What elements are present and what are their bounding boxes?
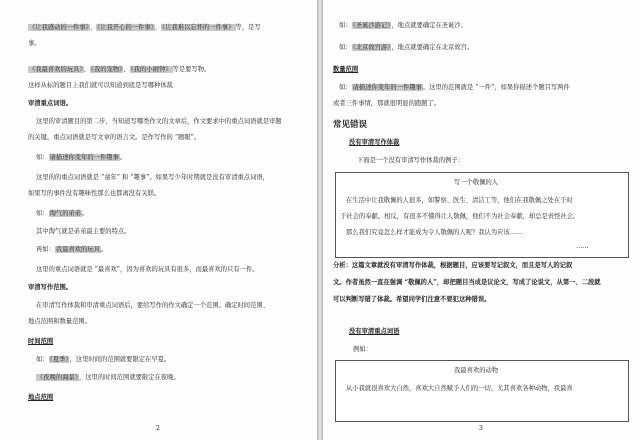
text-run: 再如：	[36, 246, 55, 253]
text-line	[333, 100, 440, 108]
text-line	[36, 174, 269, 182]
text-run: 文。作者虽然一直在强调 “敬佩的人”，却把题目当成是议论文，写成了论说文，从第一、二段就	[333, 279, 601, 286]
highlighted-phrase: 请描述你变年的一件趣事	[49, 154, 119, 161]
highlighted-phrase: 请描述你变年的一件趣事	[352, 84, 422, 91]
text-run: 事。	[28, 40, 41, 47]
text-line	[36, 266, 259, 274]
text-line	[36, 210, 88, 218]
text-run: 这里的的重点词语就是 “童年” 和 “趣事”。如果写少年时期就是没有审清重点词语，	[36, 174, 269, 181]
highlighted-phrase: 《让我开心的一件事》	[97, 24, 154, 31]
text-line	[333, 296, 490, 304]
highlighted-phrase: 《我的宠物》	[90, 66, 123, 73]
highlighted-phrase: 《让我感动的一件事》	[29, 24, 89, 31]
text-run: 其中淘气就是弟弟最主要的特点。	[36, 228, 131, 235]
text-run: 。	[119, 154, 127, 161]
text-run: 这样从标的题目上我们就可以知道到底是写哪种体裁	[28, 82, 173, 89]
example-line: 从小我就很喜欢大自然，喜欢大自然赋予人们的一切，尤其喜欢各种动物，我最喜	[346, 385, 573, 392]
subheading: 数量范围	[333, 66, 359, 73]
text-line	[36, 228, 130, 236]
text-line	[28, 40, 41, 48]
text-run: 等，是写	[235, 24, 261, 31]
text-line	[36, 246, 107, 254]
text-line	[28, 82, 173, 90]
intro-text: 例如：	[353, 346, 372, 353]
text-run: 如：	[36, 210, 49, 217]
subheading: 时间范围	[28, 338, 54, 345]
text-run: 如：	[36, 356, 49, 363]
text-run: 这里的审清题目的第二步，当知道写哪类作文的文章后，作文要求中的重点词语就是审题	[36, 118, 282, 125]
text-run: 如：	[339, 84, 352, 91]
text-run: 审清写作范围。	[28, 284, 73, 291]
text-line	[339, 44, 473, 52]
text-run: 。这里的范围就是 “一件”，如果你描述个题目写两件	[422, 84, 570, 91]
text-run: 。	[82, 210, 89, 217]
text-run: 地点范围和数量范围。	[28, 318, 91, 325]
text-run: 、	[83, 66, 90, 73]
highlighted-phrase: 《让我难以忘怀的一件事》	[162, 24, 235, 31]
text-line	[28, 394, 53, 402]
highlighted-phrase: 我最喜欢的玩具	[55, 246, 100, 253]
subheading-keyword: 没有审清重点词语	[349, 328, 400, 335]
page-number: 3	[479, 425, 483, 432]
text-run: 可以判断写错了体裁。希望同学们注意不要犯这种错误。	[333, 296, 491, 303]
text-run: 、	[123, 66, 130, 73]
intro-text: 下面是一个没有审清写作体裁的例子：	[357, 157, 465, 164]
text-run: ，地点就要确定在圣诞沙。	[391, 22, 467, 29]
text-run: 分析：	[333, 262, 352, 269]
text-line	[28, 134, 200, 142]
example-line: ……	[576, 243, 589, 250]
text-line	[28, 318, 91, 326]
example-title: 写一个敬佩的人	[454, 179, 499, 186]
highlighted-phrase: 《北京故宫游》	[352, 44, 391, 51]
text-run: 的关键。重点词语就是写文章的语言文。是作写作的 “题眼”。	[28, 134, 201, 141]
text-run: 等是要写物。	[172, 66, 211, 73]
example-line: 在生活中让我敬佩的人很多，如警察、医生、清洁工等，他们在我敬佩之处在于时	[346, 197, 573, 204]
text-run: 如：	[339, 22, 352, 29]
text-run: ，地点就要确定在北京故宫。	[391, 44, 474, 51]
highlighted-phrase: 《圣诞沙游记》	[352, 22, 391, 29]
subheading-genre: 没有审清写作体裁	[349, 139, 400, 146]
page-number: 2	[156, 425, 160, 432]
text-line	[36, 356, 170, 364]
text-line	[339, 84, 570, 92]
example-box-2	[335, 360, 629, 422]
text-line	[36, 302, 269, 310]
text-line	[28, 190, 160, 198]
text-line	[333, 66, 358, 74]
text-line	[36, 374, 180, 382]
text-run: 、	[89, 24, 97, 31]
text-line	[339, 22, 467, 30]
text-line	[28, 338, 53, 346]
subheading: 地点范围	[28, 394, 54, 401]
text-run: 审清重点词语。	[28, 100, 73, 107]
text-line	[333, 262, 572, 270]
highlighted-phrase: 《我最喜欢的玩具》	[29, 66, 83, 73]
text-run: 这里的重点词语就是 “最喜欢”，因为喜欢的玩具有很多，而最喜欢的只有一件。	[36, 266, 259, 273]
highlighted-phrase: 《夏季》	[49, 356, 69, 363]
example-box-1	[335, 172, 629, 258]
highlighted-phrase: 《我的小闹钟》	[130, 66, 172, 73]
text-run: ，这里的时间范围就要限定在夜晚。	[78, 374, 180, 381]
text-run: 这篇文章就没有审清写作体裁，根据题目，应该要写记叙文，而且是写人的记叙	[351, 262, 573, 269]
example-line: 那么我们究竟怎么样才能成为令人敬佩的人呢？我认为应该……	[346, 229, 523, 236]
text-run: ，这里时间的范围就要限定在早夏。	[69, 356, 171, 363]
right-page	[323, 0, 640, 440]
example-title: 我最喜欢的动物	[454, 367, 499, 374]
text-run: 在审清写作体裁和审清重点词语后，要给写作的作文确定一个范围。确定时间范围、	[36, 302, 269, 309]
highlighted-phrase: 《夜晚的海景》	[37, 374, 78, 381]
left-page	[0, 0, 317, 440]
text-run: 。	[100, 246, 108, 253]
text-run: 如：	[36, 154, 49, 161]
text-run: 或者三件事情，那就很明显的跑题了。	[333, 100, 441, 107]
highlighted-phrase: 淘气的弟弟	[49, 210, 82, 217]
example-line: 于社会的奉献。相反，有很多不懂得让人敬佩，他们不为社会奉献，却总是责怪社会。	[340, 213, 580, 220]
text-run: 如果写的事件没有趣味性那么也都离没有关联。	[28, 190, 161, 197]
section-title: 常见错误	[333, 120, 368, 130]
text-run: 、	[154, 24, 162, 31]
text-run: 如：	[339, 44, 352, 51]
text-line	[28, 100, 72, 108]
text-line	[28, 284, 72, 292]
text-line	[36, 118, 282, 126]
text-line	[333, 279, 601, 287]
text-line	[28, 66, 210, 74]
text-line	[36, 154, 126, 162]
text-line	[28, 24, 261, 32]
